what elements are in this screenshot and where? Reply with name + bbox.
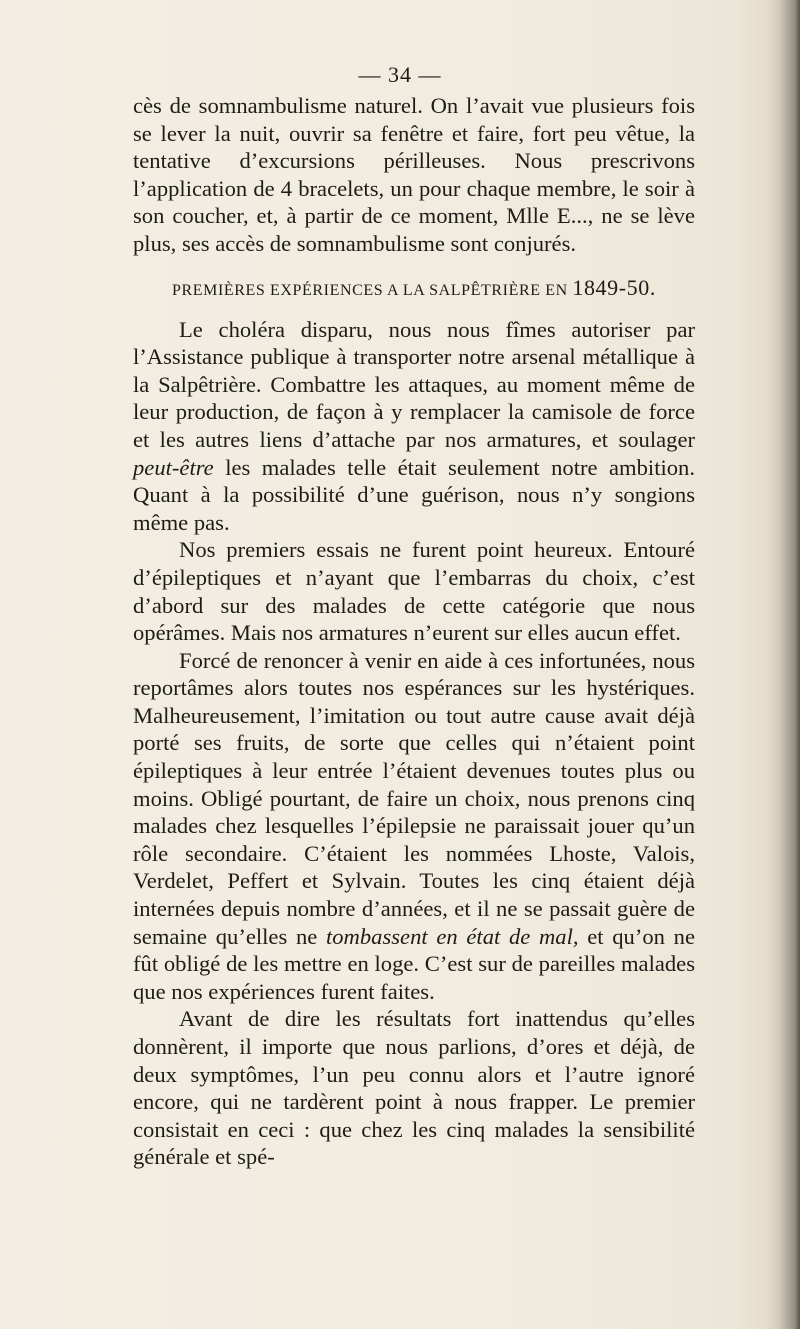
section-heading-year: 1849-50. xyxy=(572,274,656,300)
paragraph-5: Avant de dire les résultats fort inattendus qu’elles donnèrent, il importe que nous parlions, d’ores et déjà, de deux symptômes, l’un peu connu alors et l’autre ignoré encore, qui ne tardèrent point à nous frapper. Le premier consistait en ceci : que chez les cinq malades la sensibilité générale et spé- xyxy=(133,1006,695,1170)
paragraph-3: Nos premiers essais ne furent point heureux. Entouré d’épileptiques et n’ayant que l’embarras du choix, c’est d’abord sur des malades de cette catégorie que nous opérâmes. Mais nos armatures n’eurent sur elles aucun effet. xyxy=(133,537,695,646)
paragraph-2 xyxy=(133,316,695,537)
section-heading-text: PREMIÈRES EXPÉRIENCES A LA SALPÊTRIÈRE EN xyxy=(172,281,568,299)
paragraph-2-text: Le choléra disparu, nous nous fîmes autoriser par l’Assistance publique à transporter notre arsenal métallique à la Salpêtrière. Combattre les attaques, au moment même de leur production, de façon à y remplacer la camisole de force et les autres liens d’attache par nos armatures, et soulager xyxy=(133,316,695,452)
paragraph-1: cès de somnambulisme naturel. On l’avait vue plusieurs fois se lever la nuit, ouvrir sa fenêtre et faire, fort peu vêtue, la tentative d’excursions périlleuses. Nous prescrivons l’application de 4 bracelets, un pour chaque membre, le soir à son coucher, et, à partir de ce moment, Mlle E..., ne se lève plus, ses accès de somnambulisme sont conjurés. xyxy=(133,93,695,256)
page-edge-shadow xyxy=(766,0,800,1329)
paragraph-2-end: les malades telle était seulement notre ambition. Quant à la possibilité d’une guérison, nous n’y songions même pas. xyxy=(133,454,695,535)
paragraph-4-text: Forcé de renoncer à venir en aide à ces infortunées, nous reportâmes alors toutes nos espérances sur les hystériques. Malheureusement, l’imitation ou tout autre cause avait déjà porté ses fruits, de sorte que celles qui n’étaient point épileptiques à leur entrée l’étaient devenues toutes plus ou moins. Obligé pourtant, de faire un choix, nous prenons cinq malades chez lesquelles l’épilepsie ne paraissait jouer qu’un rôle secondaire. C’étaient les nommées Lhoste, Valois, Verdelet, Peffert et Sylvain. Toutes les cinq étaient déjà internées depuis nombre d’années, et il ne se passait guère de semaine qu’elles ne xyxy=(133,647,695,949)
paragraph-2-italic: peut-être xyxy=(133,454,214,480)
section-heading xyxy=(133,275,695,304)
paragraph-4 xyxy=(133,647,695,1006)
paragraph-4-italic: tombassent en état de mal, xyxy=(325,923,579,949)
paragraph-4-end: et qu’on ne fût obligé de les mettre en loge. C’est sur de pareilles malades que nos expériences furent faites. xyxy=(133,923,695,1004)
page-number: — 34 — xyxy=(358,62,442,87)
body-text xyxy=(133,92,695,1171)
